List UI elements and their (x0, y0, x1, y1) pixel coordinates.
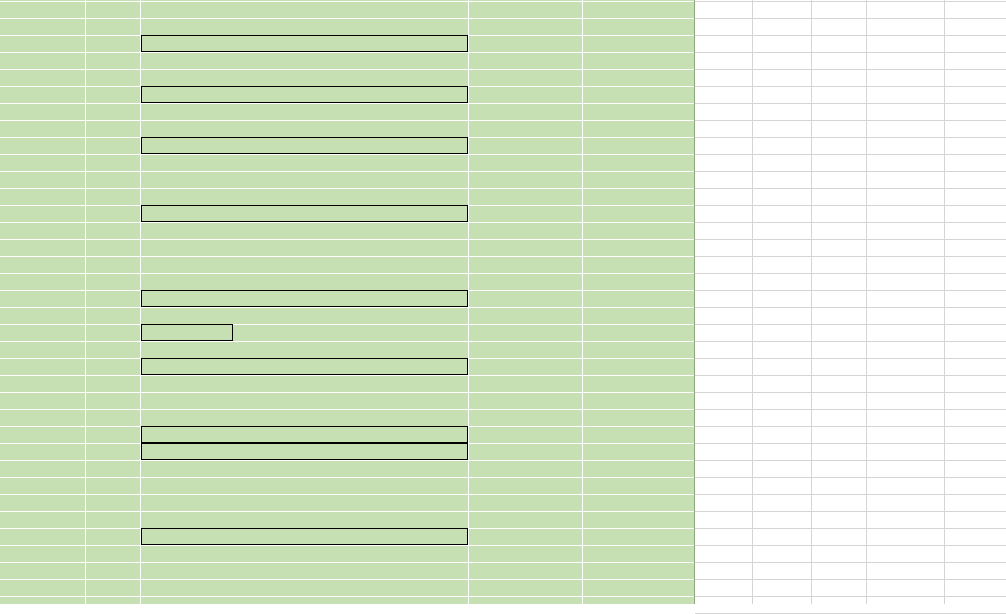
row-gridline (0, 69, 694, 70)
row-gridline (695, 324, 1006, 325)
row-gridline (695, 596, 1006, 597)
row-gridline (0, 120, 694, 121)
row-gridline (695, 154, 1006, 155)
credit-amount[interactable] (584, 222, 689, 239)
column-gridline (582, 0, 583, 604)
column-gridline (811, 0, 812, 604)
credit-amount[interactable] (584, 460, 689, 477)
debit-amount[interactable] (470, 426, 577, 443)
note-value[interactable] (880, 392, 940, 409)
note-value[interactable] (810, 579, 866, 596)
row-gridline (695, 188, 1006, 189)
row-gridline (695, 52, 1006, 53)
row-gridline (695, 392, 1006, 393)
row-gridline (695, 205, 1006, 206)
row-gridline (0, 596, 694, 597)
entry-number[interactable] (32, 35, 52, 52)
debit-amount[interactable] (470, 528, 577, 545)
row-gridline (695, 239, 1006, 240)
debit-amount[interactable] (470, 137, 577, 154)
row-gridline (695, 256, 1006, 257)
note-value[interactable] (810, 562, 866, 579)
credit-amount[interactable] (584, 494, 689, 511)
row-gridline (695, 511, 1006, 512)
entry-number[interactable] (32, 86, 52, 103)
row-gridline (695, 103, 1006, 104)
row-gridline (0, 256, 694, 257)
row-gridline (695, 375, 1006, 376)
row-gridline (0, 562, 694, 563)
row-gridline (0, 341, 694, 342)
entry-number[interactable] (32, 205, 52, 222)
note-value[interactable] (810, 545, 866, 562)
debit-amount[interactable] (470, 443, 577, 460)
row-gridline (695, 494, 1006, 495)
account-description[interactable] (141, 443, 468, 460)
account-description[interactable] (141, 35, 468, 52)
debit-amount[interactable] (470, 35, 577, 52)
column-gridline (866, 0, 867, 604)
note-value[interactable] (880, 358, 940, 375)
account-description[interactable] (141, 86, 468, 103)
note-value[interactable] (880, 409, 940, 426)
row-gridline (0, 273, 694, 274)
row-gridline (695, 35, 1006, 36)
row-gridline (695, 443, 1006, 444)
column-gridline (468, 0, 469, 604)
row-gridline (695, 69, 1006, 70)
credit-amount[interactable] (584, 239, 689, 256)
row-gridline (0, 324, 694, 325)
row-gridline (0, 171, 694, 172)
row-gridline (0, 511, 694, 512)
column-gridline (752, 0, 753, 604)
account-description[interactable] (141, 324, 233, 341)
account-description[interactable] (141, 205, 468, 222)
credit-amount[interactable] (584, 545, 689, 562)
row-gridline (0, 579, 694, 580)
debit-amount[interactable] (470, 205, 577, 222)
credit-amount[interactable] (584, 52, 689, 69)
row-gridline (695, 290, 1006, 291)
row-gridline (695, 409, 1006, 410)
entry-number[interactable] (32, 426, 52, 443)
row-gridline (695, 137, 1006, 138)
column-gridline (694, 0, 695, 604)
column-gridline (944, 0, 945, 604)
debit-amount[interactable] (470, 290, 577, 307)
account-description[interactable] (141, 528, 468, 545)
row-gridline (0, 409, 694, 410)
row-gridline (695, 1, 1006, 2)
credit-amount[interactable] (584, 1, 689, 18)
credit-amount[interactable] (584, 375, 689, 392)
debit-amount[interactable] (470, 86, 577, 103)
column-gridline (85, 0, 86, 604)
row-gridline (695, 273, 1006, 274)
entry-number[interactable] (32, 290, 52, 307)
account-description[interactable] (141, 137, 468, 154)
entry-number[interactable] (32, 137, 52, 154)
row-gridline (695, 358, 1006, 359)
row-gridline (695, 307, 1006, 308)
entry-number[interactable] (32, 528, 52, 545)
credit-amount[interactable] (584, 477, 689, 494)
account-description[interactable] (141, 290, 468, 307)
row-gridline (695, 426, 1006, 427)
credit-amount[interactable] (584, 103, 689, 120)
row-gridline (695, 222, 1006, 223)
row-gridline (695, 120, 1006, 121)
note-value[interactable] (880, 137, 940, 154)
entry-number[interactable] (32, 358, 52, 375)
credit-amount[interactable] (584, 307, 689, 324)
account-description[interactable] (141, 426, 468, 443)
note-value[interactable] (880, 154, 940, 171)
row-gridline (695, 86, 1006, 87)
row-gridline (695, 341, 1006, 342)
row-gridline (695, 477, 1006, 478)
credit-amount[interactable] (584, 154, 689, 171)
row-gridline (0, 18, 694, 19)
debit-amount[interactable] (470, 358, 577, 375)
note-value[interactable] (810, 528, 866, 545)
row-gridline (0, 188, 694, 189)
row-gridline (695, 18, 1006, 19)
row-gridline (0, 392, 694, 393)
row-gridline (695, 171, 1006, 172)
row-gridline (695, 460, 1006, 461)
account-description[interactable] (141, 358, 468, 375)
note-value[interactable] (880, 375, 940, 392)
